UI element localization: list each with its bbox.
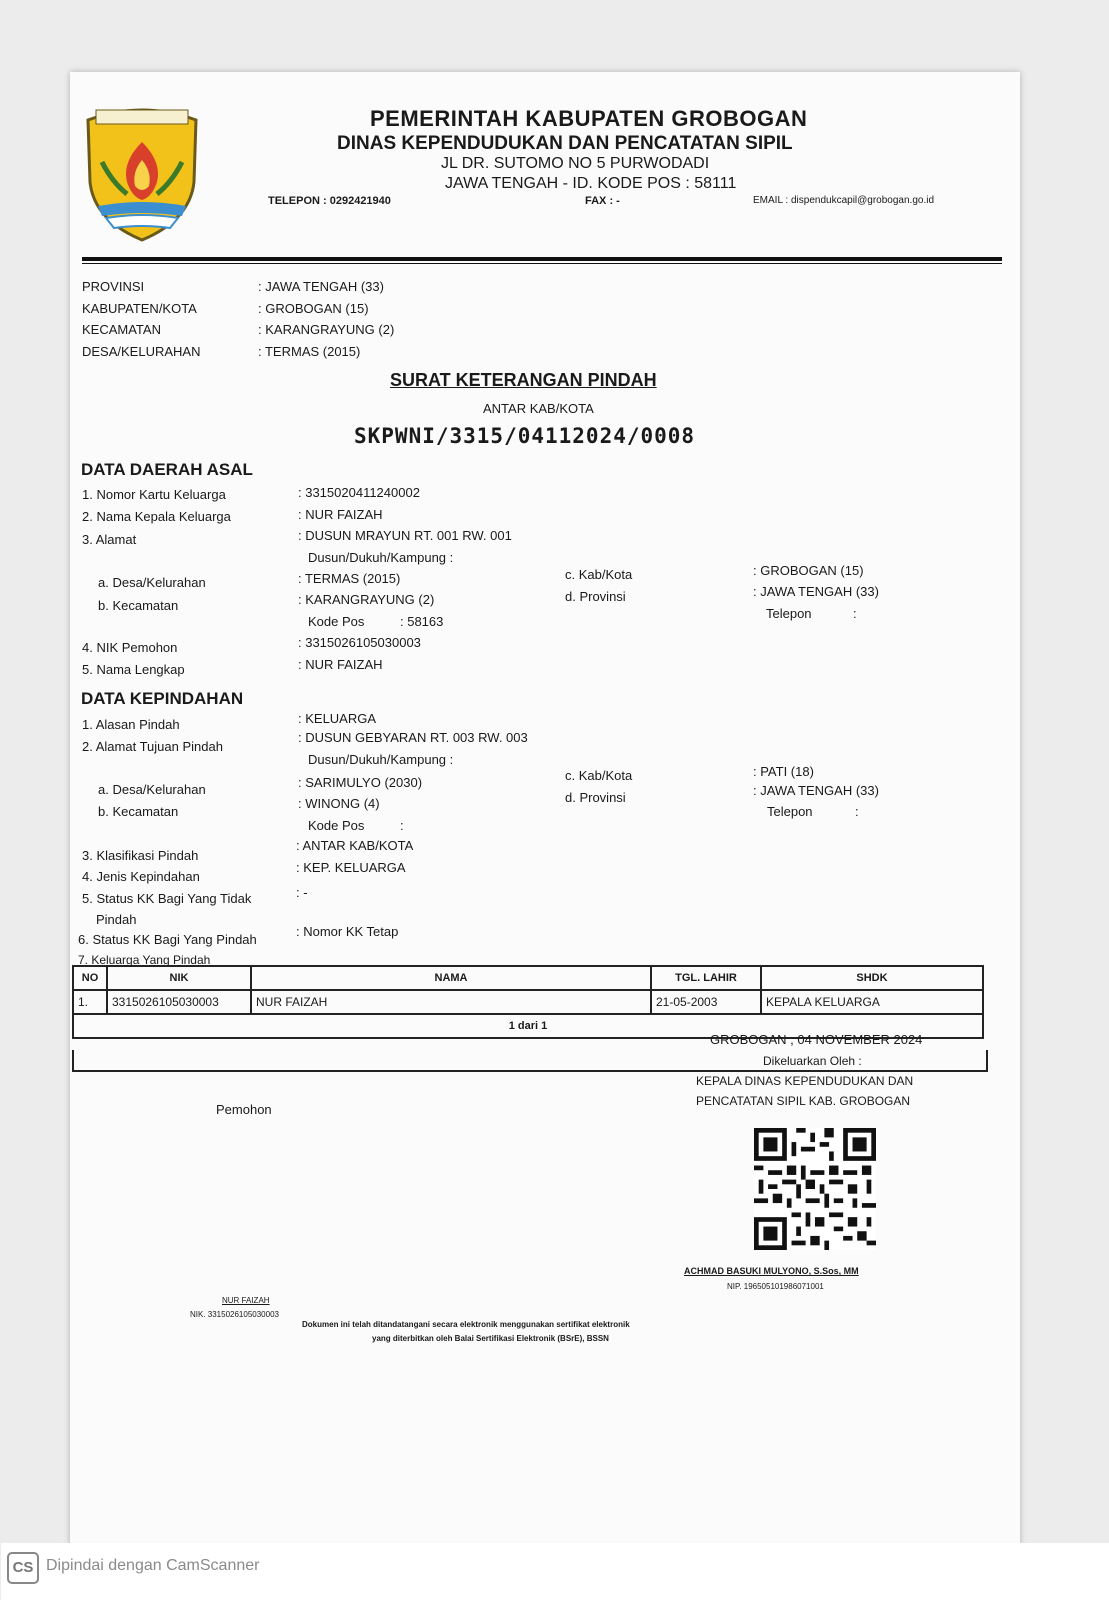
field-value: : GROBOGAN (15) [753,563,864,578]
pemohon-name: NUR FAIZAH [222,1296,270,1305]
field-label: 1. Nomor Kartu Keluarga [82,487,226,502]
region-label: KECAMATAN [82,322,161,337]
official-name: ACHMAD BASUKI MULYONO, S.Sos, MM [684,1266,859,1276]
region-value: : TERMAS (2015) [258,344,361,359]
field-label: Kode Pos [308,818,365,833]
field-value: : DUSUN MRAYUN RT. 001 RW. 001 [298,528,512,543]
field-label: 3. Alamat [82,532,137,547]
field-value: : [400,818,404,833]
header-rule-thick [82,257,1002,261]
region-label: DESA/KELURAHAN [82,344,201,359]
cell-tgl-lahir: 21-05-2003 [651,990,761,1014]
field-label: Telepon [766,606,812,621]
section-heading-kepindahan: DATA KEPINDAHAN [81,689,244,708]
document-number: SKPWNI/3315/04112024/0008 [354,424,696,448]
table-header-row [73,966,983,990]
field-value: : NUR FAIZAH [298,657,383,672]
field-label: 5. Nama Lengkap [82,662,185,677]
field-value: : DUSUN GEBYARAN RT. 003 RW. 003 [298,730,528,745]
field-value: : 3315020411240002 [298,485,420,500]
field-value: : JAWA TENGAH (33) [753,584,879,599]
field-label: a. Desa/Kelurahan [98,575,206,590]
field-label: 5. Status KK Bagi Yang Tidak [82,891,252,906]
field-label: a. Desa/Kelurahan [98,782,206,797]
field-label: 1. Alasan Pindah [82,717,180,732]
field-value: : Nomor KK Tetap [296,924,399,939]
col-nama: NAMA [251,966,651,990]
header-address: JL DR. SUTOMO NO 5 PURWODADI [441,155,710,172]
cell-no: 1. [73,990,107,1014]
region-value: : GROBOGAN (15) [258,301,369,316]
qr-code-icon [750,1128,880,1250]
field-label: b. Kecamatan [98,598,179,613]
family-table [72,965,984,1039]
pemohon-label: Pemohon [216,1102,272,1117]
header-email: EMAIL : dispendukcapil@grobogan.go.id [753,195,935,206]
field-value: : [855,804,859,819]
region-value: : JAWA TENGAH (33) [258,279,384,294]
field-label: c. Kab/Kota [565,768,633,783]
field-value: : KELUARGA [298,711,377,726]
field-label: 3. Klasifikasi Pindah [82,848,199,863]
field-value: : - [296,885,308,900]
field-label: Pindah [96,912,137,927]
field-label: 2. Alamat Tujuan Pindah [82,739,223,754]
document-subtitle: ANTAR KAB/KOTA [483,401,594,416]
place-date: GROBOGAN , 04 NOVEMBER 2024 [710,1032,923,1047]
field-label: c. Kab/Kota [565,567,633,582]
pemohon-nik: NIK. 3315026105030003 [190,1310,279,1319]
field-value: : 3315026105030003 [298,635,421,650]
cell-shdk: KEPALA KELUARGA [761,990,983,1014]
field-value: : KARANGRAYUNG (2) [298,592,435,607]
grobogan-emblem-icon [82,102,202,242]
field-value: Dusun/Dukuh/Kampung : [308,550,454,565]
field-label: 2. Nama Kepala Keluarga [82,509,231,524]
field-value: Dusun/Dukuh/Kampung : [308,752,454,767]
field-label: 7. Keluarga Yang Pindah [78,953,211,967]
issued-by: Dikeluarkan Oleh : [763,1054,862,1068]
field-value: : SARIMULYO (2030) [298,775,423,790]
cell-nik: 3315026105030003 [107,990,251,1014]
section-heading-asal: DATA DAERAH ASAL [81,460,253,479]
table-page-indicator: 1 dari 1 [73,1014,983,1038]
document-title: SURAT KETERANGAN PINDAH [390,370,657,390]
field-label: d. Provinsi [565,790,626,805]
field-label: b. Kecamatan [98,804,179,819]
field-value: : PATI (18) [753,764,814,779]
field-value: : [853,606,857,621]
table-row [73,990,983,1014]
header-fax: FAX : - [585,195,620,207]
camscanner-strip [1,1543,1109,1600]
field-label: Telepon [767,804,813,819]
camscanner-logo-icon: CS [7,1552,39,1584]
header-line1: PEMERINTAH KABUPATEN GROBOGAN [370,106,808,131]
camscanner-text: Dipindai dengan CamScanner [46,1557,260,1574]
field-value: : NUR FAIZAH [298,507,383,522]
field-value: : JAWA TENGAH (33) [753,783,879,798]
field-value: : WINONG (4) [298,796,380,811]
field-label: Kode Pos [308,614,365,629]
official-nip: NIP. 196505101986071001 [727,1282,824,1291]
field-label: d. Provinsi [565,589,626,604]
col-nik: NIK [107,966,251,990]
col-tgl-lahir: TGL. LAHIR [651,966,761,990]
e-signature-notice-line2: yang diterbitkan oleh Balai Sertifikasi Elektronik (BSrE), BSSN [372,1334,609,1343]
issuing-office-line2: PENCATATAN SIPIL KAB. GROBOGAN [696,1094,911,1108]
field-value: : ANTAR KAB/KOTA [296,838,414,853]
header-postcode: JAWA TENGAH - ID. KODE POS : 58111 [445,175,737,192]
field-value: : KEP. KELUARGA [296,860,406,875]
region-value: : KARANGRAYUNG (2) [258,322,395,337]
header-telepon: TELEPON : 0292421940 [268,195,391,207]
issuing-office-line1: KEPALA DINAS KEPENDUDUKAN DAN [696,1074,914,1088]
cell-nama: NUR FAIZAH [251,990,651,1014]
field-label: 6. Status KK Bagi Yang Pindah [78,932,257,947]
header-line2: DINAS KEPENDUDUKAN DAN PENCATATAN SIPIL [337,133,793,154]
header-rule-thin [82,263,1002,264]
region-label: KABUPATEN/KOTA [82,301,197,316]
field-value: : 58163 [400,614,444,629]
field-label: 4. Jenis Kepindahan [82,869,200,884]
col-shdk: SHDK [761,966,983,990]
field-value: : TERMAS (2015) [298,571,401,586]
col-no: NO [73,966,107,990]
field-label: 4. NIK Pemohon [82,640,178,655]
region-label: PROVINSI [82,279,145,294]
e-signature-notice-line1: Dokumen ini telah ditandatangani secara elektronik menggunakan sertifikat elektronik [302,1320,630,1329]
document-sheet [70,72,1020,1547]
